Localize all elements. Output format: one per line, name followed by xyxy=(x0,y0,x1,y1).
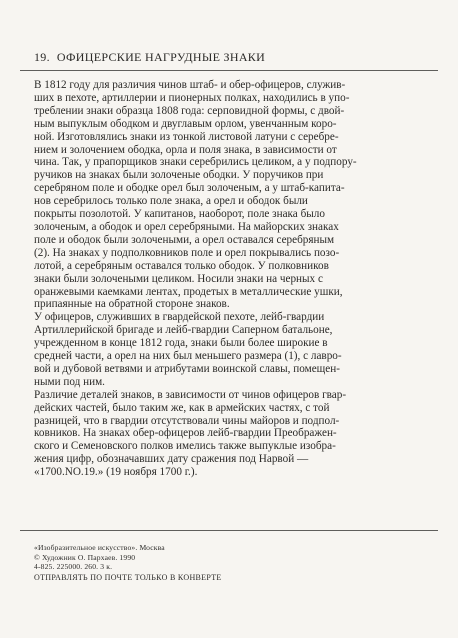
section-number: 19. xyxy=(34,50,50,64)
bottom-divider xyxy=(20,530,438,531)
text-line: золоченым, а ободок и орел серебряными. На майорских знаках xyxy=(34,220,339,233)
text-line: дейских частей, было таким же, как в армейских частях, с той xyxy=(34,401,330,414)
text-line: треблении знаки образца 1808 года: серповидной формы, с двой- xyxy=(34,104,345,117)
publisher-line: «Изобразительное искусство». Москва xyxy=(34,543,165,552)
text-line: У офицеров, служивших в гвардейской пехоте, лейб-гвардии xyxy=(34,311,325,324)
section-heading xyxy=(34,50,265,65)
mail-notice: ОТПРАВЛЯТЬ ПО ПОЧТЕ ТОЛЬКО В КОНВЕРТЕ xyxy=(34,572,222,582)
text-line: разницей, что в гвардии отсутствовали чины майоров и подпол- xyxy=(34,414,340,427)
paragraph-3 xyxy=(34,389,425,479)
text-line: нов серебрилось только поле знака, а орел и ободок были xyxy=(34,195,308,208)
text-line: жения цифр, обозначавших дату сражения под Нарвой — xyxy=(34,453,309,466)
section-title: ОФИЦЕРСКИЕ НАГРУДНЫЕ ЗНАКИ xyxy=(56,50,266,64)
imprint-block xyxy=(34,543,222,582)
text-line: покрыты позолотой. У капитанов, наоборот, поле знака было xyxy=(34,208,325,221)
text-line: припаянные на обратной стороне знаков. xyxy=(34,298,230,311)
text-line: знаки были золочеными целиком. Носили знаки на черных с xyxy=(34,272,323,285)
paragraph-1 xyxy=(34,79,425,311)
text-line: ковников. На знаках обер-офицеров лейб-гвардии Преображен- xyxy=(34,427,337,440)
text-line: оранжевыми каемками лентах, продетых в металлические ушки, xyxy=(34,285,343,298)
text-line: ручиков на знаках были золоченые ободки. У поручиков при xyxy=(34,169,324,182)
text-line: чина. Так, у прапорщиков знаки серебрились целиком, а у подпору- xyxy=(34,156,357,169)
text-line: «1700.NO.19.» (19 ноября 1700 г.). xyxy=(34,466,198,479)
text-line: вой и дубовой ветвями и атрибутами воинской славы, помещен- xyxy=(34,362,340,375)
copyright-line: © Художник О. Пархаев. 1990 xyxy=(34,552,136,562)
print-code-line: 4-825. 225000. 260. 3 к. xyxy=(34,562,113,572)
text-line: ным выпуклым ободком и двуглавым орлом, увенчанным коро- xyxy=(34,117,337,130)
top-divider xyxy=(20,70,438,71)
text-line: В 1812 году для различия чинов штаб- и обер-офицеров, служив- xyxy=(34,79,346,91)
text-line: учрежденном в конце 1812 года, знаки были более широкие в xyxy=(34,337,328,350)
text-line: средней части, а орел на них был меньшего размера (1), с лавро- xyxy=(34,350,342,363)
text-line: серебряном поле и ободке орел был золоченым, а у штаб-капита- xyxy=(34,182,345,195)
text-line: лотой, а серебряным оставался только ободок. У полковников xyxy=(34,259,329,272)
paragraph-2 xyxy=(34,311,425,388)
text-line: Артиллерийской бригаде и лейб-гвардии Саперном батальоне, xyxy=(34,324,333,337)
text-line: ского и Семеновского полков имелись также выпуклые изобра- xyxy=(34,440,336,453)
text-line: (2). На знаках у подполковников поле и орел покрывались позо- xyxy=(34,246,340,259)
text-line: ными под ним. xyxy=(34,375,105,388)
text-line: ной. Изготовлялись знаки из тонкой листовой латуни с серебре- xyxy=(34,130,339,143)
text-line: поле и ободок были золочеными, а орел оставался серебряным xyxy=(34,233,335,246)
text-line: ших в пехоте, артиллерии и пионерных полках, находились в упо- xyxy=(34,91,350,104)
text-line: Различие деталей знаков, в зависимости от чинов офицеров гвар- xyxy=(34,388,347,401)
article-body xyxy=(34,79,425,479)
text-line: нием и золочением ободка, орла и поля знака, в зависимости от xyxy=(34,143,337,156)
